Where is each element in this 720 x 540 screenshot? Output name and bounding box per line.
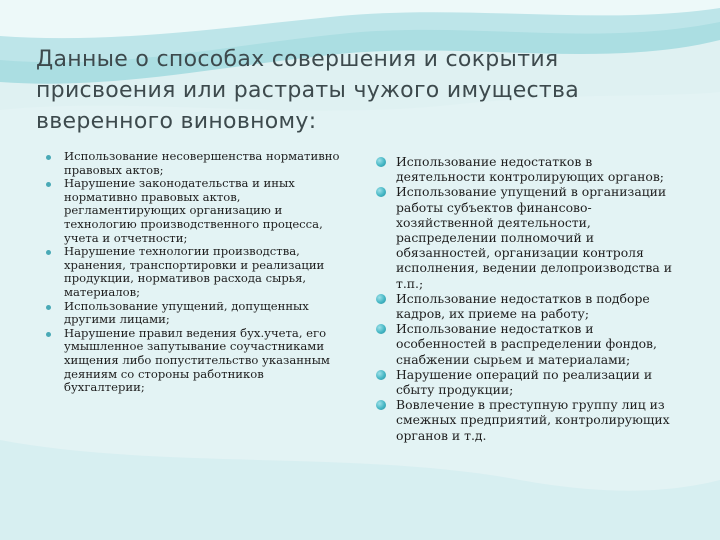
slide-title: Данные о способах совершения и сокрытия присвоения или растраты чужого имущества вверенного виновному: — [36, 47, 580, 134]
list-item-text: Использование упущений, допущенных другими лицами; — [64, 298, 309, 327]
list-item — [44, 300, 344, 327]
list-item — [376, 154, 676, 184]
bullet-icon — [46, 305, 51, 310]
bullet-icon — [376, 400, 386, 410]
list-item — [44, 177, 344, 245]
list-item-text: Использование недостатков в подборе кадров, их приеме на работу; — [396, 290, 650, 322]
list-item-text: Нарушение технологии производства, хранения, транспортировки и реализации продукции, нормативов расхода сырья, материалов; — [64, 244, 325, 299]
bullet-icon — [376, 294, 386, 304]
bullet-icon — [46, 250, 51, 255]
bullet-icon — [376, 324, 386, 334]
list-item-text: Вовлечение в преступную группу лиц из смежных предприятий, контролирующих органов и т.д. — [396, 397, 670, 443]
bullet-icon — [46, 182, 51, 187]
list-item — [44, 327, 344, 395]
list-item-text: Нарушение операций по реализации и сбыту продукции; — [396, 366, 653, 398]
list-item-text: Использование недостатков в деятельности контролирующих органов; — [396, 154, 664, 185]
list-item — [44, 150, 344, 177]
bullet-icon — [376, 157, 386, 167]
list-item-text: Использование недостатков и особенностей в распределении фондов, снабжении сырьем и материалами; — [396, 321, 657, 367]
list-item-text: Нарушение правил ведения бух.учета, его умышленное запутывание соучастниками хищения либо попустительство указанным деяниям со стороны работников бухгалтерии; — [64, 325, 330, 395]
list-item-text: Нарушение законодательства и иных нормативно правовых актов, регламентирующих организацию и технологию производственного процесса, учета и отчетности; — [64, 176, 323, 245]
bullet-icon — [376, 187, 386, 197]
bullet-icon — [376, 370, 386, 380]
list-item — [376, 184, 676, 290]
list-item — [376, 321, 676, 367]
list-item — [376, 291, 676, 321]
list-item — [376, 397, 676, 443]
bullet-icon — [46, 155, 51, 160]
list-item — [376, 367, 676, 397]
bullet-icon — [46, 332, 51, 337]
right-bullet-list — [376, 154, 676, 443]
left-bullet-list — [44, 150, 344, 395]
list-item — [44, 245, 344, 299]
list-item-text: Использование несовершенства нормативно правовых актов; — [64, 149, 340, 177]
list-item-text: Использование упущений в организации работы субъектов финансово-хозяйственной деятельности, распределении полномочий и обязанностей, организации контроля исполнения, ведении делопроизводства и т.п.; — [396, 184, 672, 291]
